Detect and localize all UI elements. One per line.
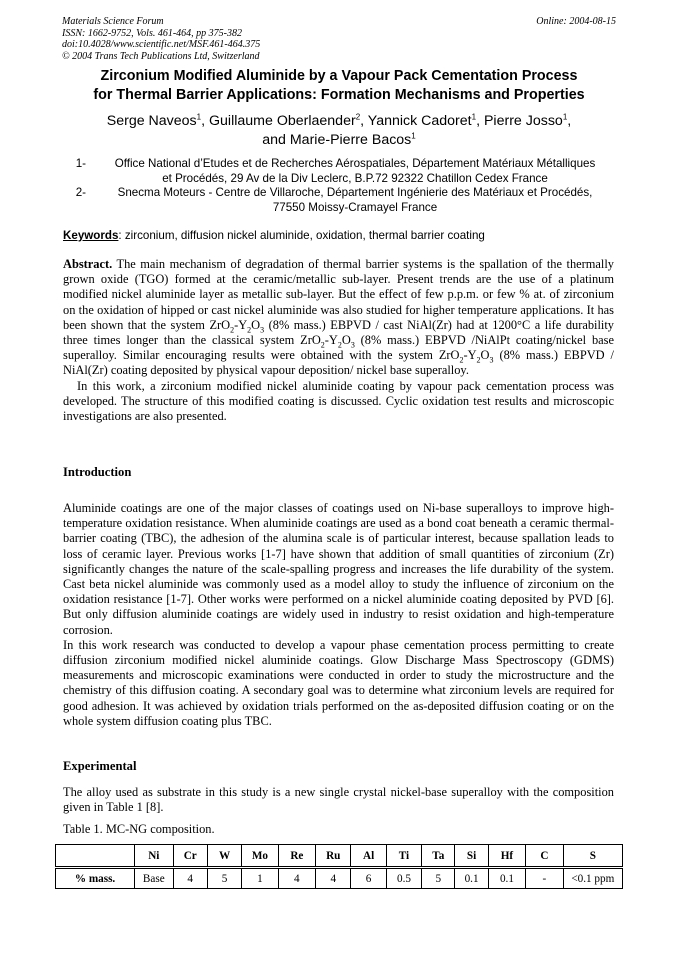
experimental-heading: Experimental — [63, 759, 137, 773]
abstract-text: (8% mass.) EBPVD / NiAl(Zr) coating deposited by physical vapour deposition/ nickel base superalloy. — [63, 348, 614, 378]
affiliation-line: Office National d’Etudes et de Recherches Aérospatiales, Département Matériaux Métalliques — [114, 157, 596, 170]
affiliation-text — [92, 157, 618, 186]
table-row-label: % mass. — [56, 868, 135, 889]
author-affil-mark: 1 — [411, 131, 416, 141]
subscript: 2 — [230, 325, 235, 335]
abstract-paragraph — [63, 257, 614, 379]
table-cell: - — [526, 868, 563, 889]
journal-header — [62, 16, 616, 62]
table-cell: 4 — [278, 868, 315, 889]
experimental-paragraph: The alloy used as substrate in this study is a new single crystal nickel-base superalloy with the composition given in Table 1 [8]. — [63, 785, 614, 815]
author-name: and Marie-Pierre Bacos — [262, 132, 412, 148]
table-cell: 0.1 — [455, 868, 488, 889]
table-cell: 0.5 — [386, 868, 421, 889]
table-header-cell: C — [526, 845, 563, 868]
subscript: 3 — [260, 325, 265, 335]
paper-title — [40, 67, 638, 105]
abstract-text: O — [480, 348, 490, 363]
author-affil-mark: 1 — [471, 112, 477, 122]
table-cell: <0.1 ppm — [563, 868, 622, 889]
table-header-cell: Al — [351, 845, 386, 868]
author-name: Yannick Cadoret — [367, 113, 472, 129]
table-header-cell: Si — [455, 845, 488, 868]
abstract-text: -Y — [324, 333, 338, 348]
affiliation-item — [62, 157, 618, 186]
abstract-label: Abstract. — [63, 257, 113, 271]
affiliation-line: Snecma Moteurs - Centre de Villaroche, Département Ingénierie des Matériaux et Procédés, — [117, 186, 593, 199]
subscript: 2 — [476, 355, 481, 365]
author-list: Serge Naveos$^1$, Guillaume Oberlaender$^2$, Yannick Cadoret$^1$, Pierre Josso$^1$, and Marie-Pierre Bacos$^1$ — [106, 112, 572, 148]
table-cell: 5 — [207, 868, 241, 889]
affiliation-line: 77550 Moissy-Cramayel France — [272, 200, 438, 214]
affiliation-item — [62, 186, 618, 215]
table-cell: 6 — [351, 868, 386, 889]
table-cell: 4 — [316, 868, 351, 889]
affiliation-line: et Procédés, 29 Av de la Div Leclerc, B.P.72 92322 Chatillon Cedex France — [162, 171, 548, 185]
table-row — [56, 868, 623, 889]
table-header-row — [56, 845, 623, 868]
abstract-text: O — [341, 333, 351, 348]
issn-line: ISSN: 1662-9752, Vols. 461-464, pp 375-382 — [62, 27, 242, 39]
author-name: Guillaume Oberlaender — [209, 113, 356, 129]
table-cell: 5 — [422, 868, 455, 889]
affiliation-text — [92, 186, 618, 215]
table-header-cell: Mo — [242, 845, 278, 868]
author-name: Pierre Josso — [483, 113, 563, 129]
subscript: 2 — [459, 355, 464, 365]
affiliations — [62, 157, 618, 215]
subscript: 2 — [247, 325, 252, 335]
author-affil-mark: 1 — [196, 112, 202, 122]
table-header-cell: Re — [278, 845, 315, 868]
abstract-text: (8% mass.) EBPVD /NiAlPt coating/nickel base superalloy. Similar encouraging results were obtained with the system ZrO — [63, 333, 614, 363]
introduction-paragraph: In this work research was conducted to develop a vapour phase cementation process permitting to create diffusion zirconium modified nickel aluminide coatings. Glow Discharge Mass Spectroscopy (GDMS) measurements and microscopic examinations were conducted in order to study the microstructure and the chemistry of this diffusion coating. A secondary goal was to determine what zirconium levels are required for good adhesion. It was achieved by oxidation trials performed on the as-deposited diffusion coating or on the whole system diffusion coating plus TBC. — [63, 637, 614, 728]
abstract-text: -Y — [234, 317, 248, 332]
table-cell: 4 — [173, 868, 207, 889]
table-header-cell: Ti — [386, 845, 421, 868]
introduction-heading: Introduction — [63, 465, 132, 479]
table-header-cell: Ru — [316, 845, 351, 868]
doi-line: doi:10.4028/www.scientific.net/MSF.461-464.375 — [62, 39, 261, 51]
abstract — [63, 257, 614, 424]
subscript: 3 — [350, 340, 355, 350]
table-header-cell: W — [207, 845, 241, 868]
abstract-text: O — [251, 317, 261, 332]
keywords — [63, 229, 618, 242]
table-header-cell: S — [563, 845, 622, 868]
author-affil-mark: 2 — [355, 112, 361, 122]
author-name: Serge Naveos — [106, 113, 197, 129]
keywords-label: Keywords — [63, 229, 119, 242]
affiliation-number: 2- — [75, 186, 86, 199]
introduction-body — [63, 501, 614, 729]
abstract-paragraph: In this work, a zirconium modified nickel aluminide coating by vapour pack cementation process was developed. The structure of this modified coating is discussed. Cyclic oxidation test results and microscopic investigations are also presented. — [63, 378, 614, 424]
keywords-text: : zirconium, diffusion nickel aluminide, oxidation, thermal barrier coating — [118, 229, 485, 242]
author-affil-mark: 1 — [562, 112, 568, 122]
composition-table — [55, 844, 623, 889]
table-header-cell: Cr — [173, 845, 207, 868]
title-line-2: for Thermal Barrier Applications: Formation Mechanisms and Properties — [93, 87, 585, 103]
subscript: 2 — [337, 340, 342, 350]
table-cell: 1 — [242, 868, 278, 889]
title-line-1: Zirconium Modified Aluminide by a Vapour Pack Cementation Process — [100, 68, 578, 84]
table-cell: 0.1 — [488, 868, 525, 889]
table-header-cell: Ta — [422, 845, 455, 868]
subscript: 2 — [320, 340, 325, 350]
table-caption: Table 1. MC-NG composition. — [63, 822, 215, 836]
subscript: 3 — [489, 355, 494, 365]
abstract-text: The main mechanism of degradation of thermal barrier systems is the spallation of the thermally grown oxide (TGO) formed at the ceramic/metallic sub-layer. Present trends are the use of a platinum modified nickel aluminide layer as metallic sub-layer. But the effect of few p.p.m. or few % at. of zirconium on the oxidation of hipped or cast nickel aluminide was also studied for higher temperature applications. It has been shown that the system ZrO — [63, 257, 614, 332]
table-header-cell: Ni — [135, 845, 173, 868]
introduction-paragraph: Aluminide coatings are one of the major classes of coatings used on Ni-base superalloys to improve high-temperature oxidation resistance. When aluminide coatings are used as a bond coat beneath a ceramic thermal-barrier coating (TBC), the adhesion of the alumina scale is of particular interest, because spallation leads to loss of ceramic layer. Previous works [1-7] have shown that addition of small quantities of zirconium (Zr) significantly changes the nature of the scale-spalling progress and increases the life durability of the system. Cast beta nickel aluminide was commonly used as a model alloy to study the influence of zirconium on the oxidation resistance [1-7]. Other works were performed on a nickel aluminide coating deposited by PVD [6]. But only diffusion aluminide coatings are widely used in industry to resist oxidation and high-temperature corrosion. — [63, 501, 614, 637]
journal-name: Materials Science Forum — [62, 16, 164, 27]
affiliation-number: 1- — [75, 157, 86, 170]
table-cell: Base — [135, 868, 173, 889]
abstract-text: (8% mass.) EBPVD / cast NiAl(Zr) had at 1200°C a life durability three times longer than the classical system ZrO — [63, 317, 614, 348]
table-header-cell: Hf — [488, 845, 525, 868]
abstract-text: -Y — [463, 348, 477, 363]
copyright-line: © 2004 Trans Tech Publications Ltd, Switzerland — [62, 50, 260, 62]
table-header-cell — [56, 845, 135, 868]
online-date: Online: 2004-08-15 — [536, 16, 616, 27]
experimental-body — [63, 785, 614, 815]
